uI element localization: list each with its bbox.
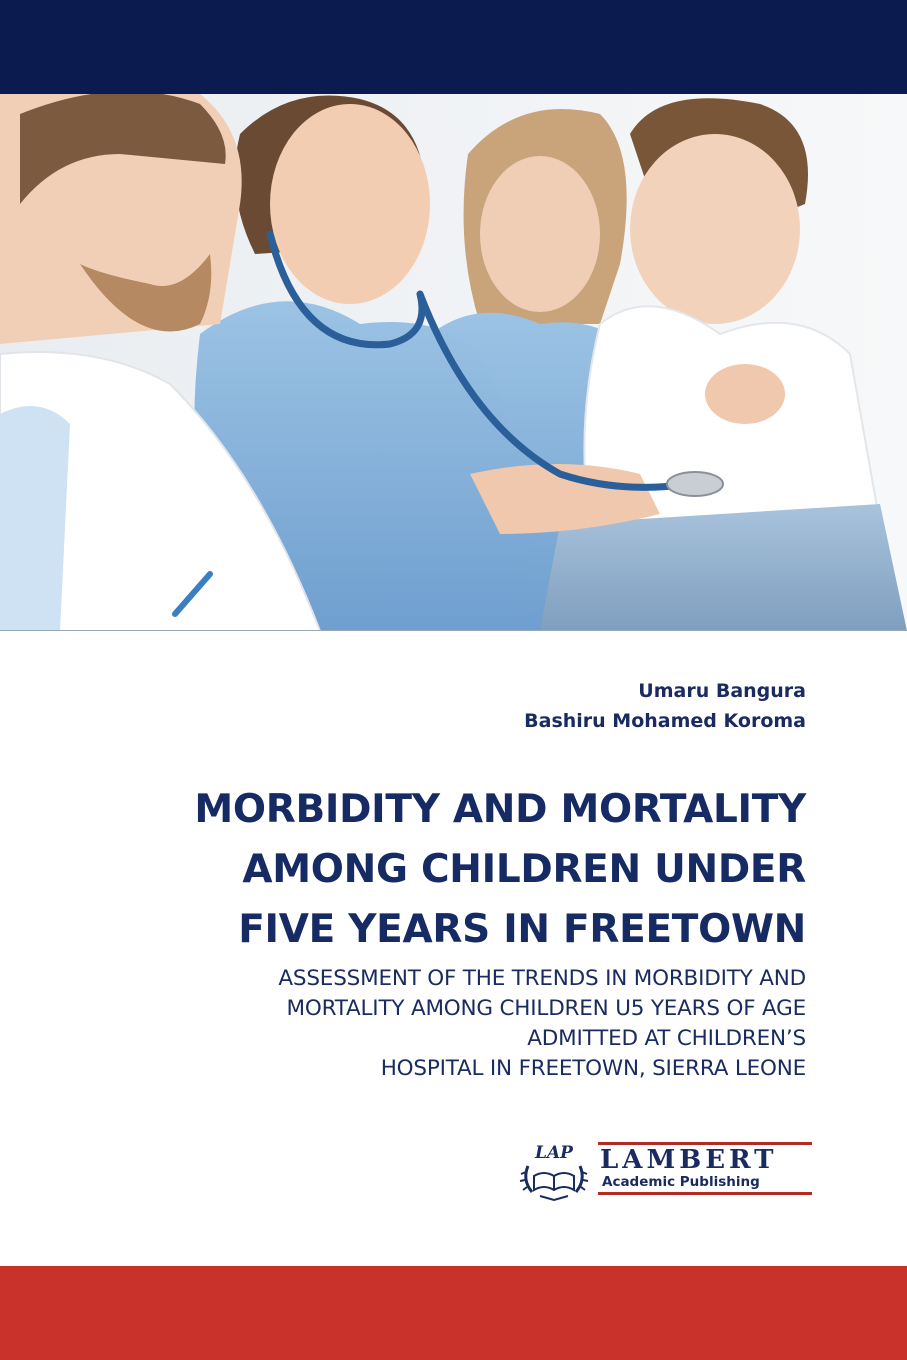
lap-emblem-text: LAP	[535, 1143, 573, 1163]
book-title	[46, 780, 806, 960]
author-name: Umaru Bangura	[638, 680, 806, 702]
author-name: Bashiru Mohamed Koroma	[524, 710, 806, 732]
cover-photo-illustration	[0, 94, 907, 631]
subtitle-line: ADMITTED AT CHILDREN’S	[527, 1026, 806, 1051]
publisher-logo	[518, 1136, 814, 1202]
subtitle-line: ASSESSMENT OF THE TRENDS IN MORBIDITY AND	[278, 966, 806, 991]
author-list	[524, 676, 806, 736]
cover-photo	[0, 94, 907, 631]
top-color-band	[0, 0, 907, 94]
subtitle-line: HOSPITAL IN FREETOWN, SIERRA LEONE	[380, 1056, 806, 1081]
publisher-tagline: Academic Publishing	[602, 1174, 760, 1190]
subtitle-line: MORTALITY AMONG CHILDREN U5 YEARS OF AGE	[286, 996, 806, 1021]
title-line: AMONG CHILDREN UNDER	[242, 847, 806, 892]
title-line: FIVE YEARS IN FREETOWN	[238, 907, 806, 952]
publisher-name: LAMBERT	[600, 1145, 778, 1175]
lap-emblem-label	[518, 1136, 590, 1166]
book-subtitle	[46, 964, 806, 1084]
title-line: MORBIDITY AND MORTALITY	[194, 787, 806, 832]
photo-divider	[0, 630, 907, 631]
bottom-color-band	[0, 1266, 907, 1360]
publisher-rule-bottom	[598, 1192, 812, 1195]
